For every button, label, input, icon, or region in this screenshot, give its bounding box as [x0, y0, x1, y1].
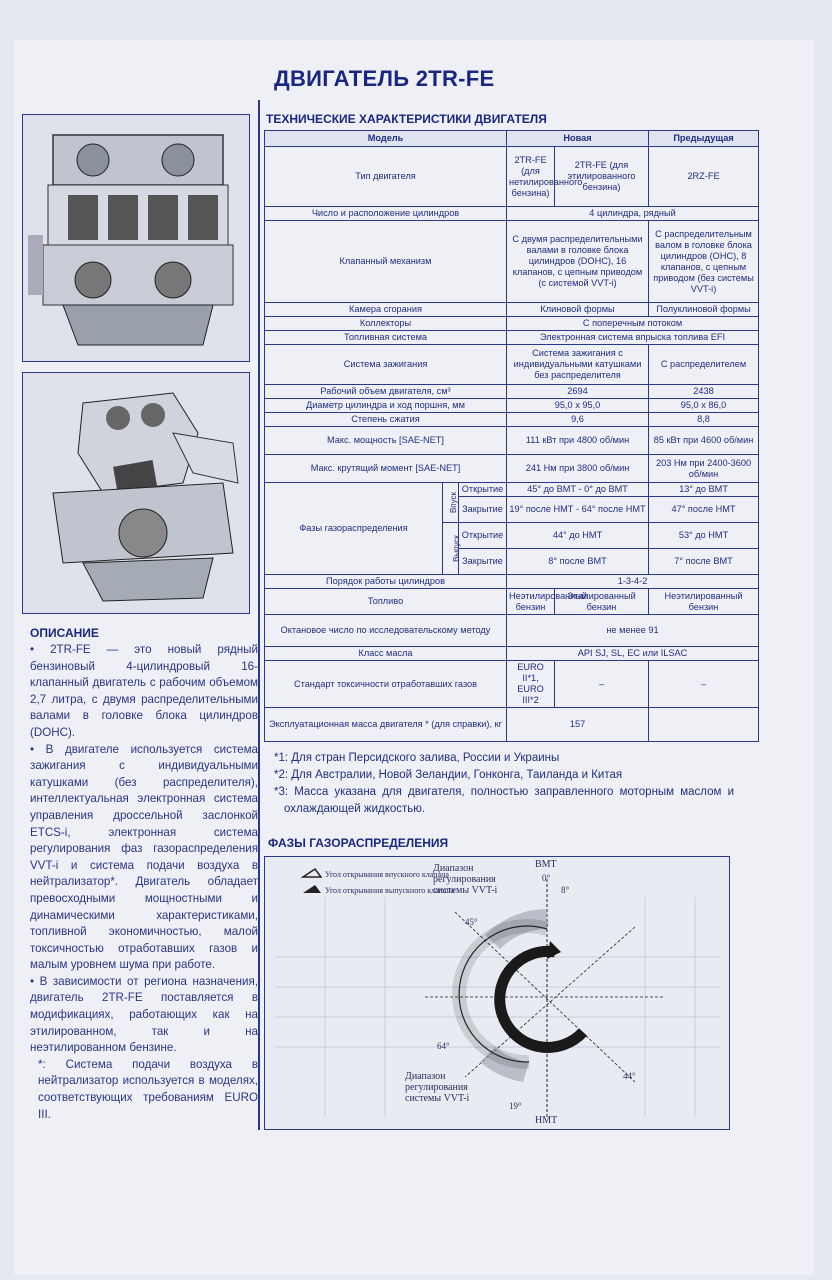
bdc-label: НМТ	[535, 1115, 558, 1126]
row-label: Стандарт токсичности отработавших газов	[265, 661, 507, 708]
header-prev: Предыдущая	[649, 131, 759, 147]
table-row	[265, 483, 759, 497]
legend-intake-text: Угол открывания впускного клапана	[325, 870, 449, 879]
header-model: Модель	[265, 131, 507, 147]
footnotes	[274, 750, 734, 818]
intake-legend-icon	[303, 869, 321, 877]
exhaust-arc	[500, 951, 583, 1047]
cell: 53° до НМТ	[649, 523, 759, 549]
cell: 8,8	[649, 413, 759, 427]
row-label: Макс. крутящий момент [SAE-NET]	[265, 455, 507, 483]
cell: 2RZ-FE	[649, 147, 759, 207]
row-label: Камера сгорания	[265, 303, 507, 317]
table-row	[265, 385, 759, 399]
row-label: Топливная система	[265, 331, 507, 345]
cell: 44° до НМТ	[507, 523, 649, 549]
row-label: Рабочий объем двигателя, см³	[265, 385, 507, 399]
cell: 2438	[649, 385, 759, 399]
cell: 111 кВт при 4800 об/мин	[507, 427, 649, 455]
cell: 2TR-FE (для этилированного бензина)	[555, 147, 649, 207]
table-row	[265, 647, 759, 661]
angle-0: 0°	[542, 873, 551, 883]
cell: не менее 91	[507, 615, 759, 647]
cell: Электронная система впрыска топлива EFI	[507, 331, 759, 345]
row-label: Клапанный механизм	[265, 221, 507, 303]
table-row	[265, 413, 759, 427]
angle-44: 44°	[623, 1071, 636, 1081]
cell: 85 кВт при 4600 об/мин	[649, 427, 759, 455]
cell: EURO II*1, EURO III*2	[507, 661, 555, 708]
table-row	[265, 207, 759, 221]
cell: 47° после НМТ	[649, 497, 759, 523]
table-row	[265, 589, 759, 615]
table-row	[265, 303, 759, 317]
exhaust-label: Выпуск	[451, 535, 461, 562]
row-label: Число и расположение цилиндров	[265, 207, 507, 221]
row-label: Тип двигателя	[265, 147, 507, 207]
row-label: Фазы газораспределения	[265, 483, 443, 575]
legend	[303, 869, 321, 893]
cell: Этилированный бензин	[555, 589, 649, 615]
vvt-range-bottom-label-box	[405, 1071, 497, 1115]
angle-19: 19°	[509, 1101, 522, 1111]
description-text	[30, 642, 258, 1123]
row-label: Октановое число по исследовательскому методу	[265, 615, 507, 647]
valve-timing-diagram	[264, 856, 730, 1130]
table-row	[265, 399, 759, 413]
row-label: Топливо	[265, 589, 507, 615]
cell: С распределительным валом в головке блока цилиндров (OHC), 8 клапанов, с цепным приводом (без системы VVT-i)	[649, 221, 759, 303]
cell: 13° до ВМТ	[649, 483, 759, 497]
cell: С распределителем	[649, 345, 759, 385]
table-row	[265, 147, 759, 207]
footnote: *2: Для Австралии, Новой Зеландии, Гонконга, Таиланда и Китая	[274, 769, 623, 781]
exhaust-legend-icon	[303, 885, 321, 893]
table-row	[265, 575, 759, 589]
engine-cutaway-illustration	[22, 114, 250, 362]
cell: 2TR-FE (для нетилированного бензина)	[507, 147, 555, 207]
description-paragraph: • В зависимости от региона назначения, двигатель 2TR-FE поставляется в модификациях, работающих как на этилированном, так и на неэтилированном бензине.	[30, 974, 258, 1055]
row-label: Степень сжатия	[265, 413, 507, 427]
cell: Закрытие	[459, 549, 507, 575]
table-row	[265, 345, 759, 385]
description-heading: ОПИСАНИЕ	[30, 626, 99, 640]
spec-heading: ТЕХНИЧЕСКИЕ ХАРАКТЕРИСТИКИ ДВИГАТЕЛЯ	[266, 112, 547, 126]
cell: С двумя распределительными валами в головке блока цилиндров (DOHC), 16 клапанов, с цепным приводом (с системой VVT-i)	[507, 221, 649, 303]
cell: 203 Нм при 2400-3600 об/мин	[649, 455, 759, 483]
table-row	[265, 661, 759, 708]
angle-45: 45°	[465, 917, 478, 927]
cell: 1-3-4-2	[507, 575, 759, 589]
cell-intake	[443, 483, 459, 523]
cell: С поперечным потоком	[507, 317, 759, 331]
row-label: Коллекторы	[265, 317, 507, 331]
cell: 95,0 x 95,0	[507, 399, 649, 413]
cell: 95,0 x 86,0	[649, 399, 759, 413]
intake-label: Впуск	[449, 491, 459, 514]
cell: Клиновой формы	[507, 303, 649, 317]
cell: 241 Нм при 3800 об/мин	[507, 455, 649, 483]
table-row	[265, 427, 759, 455]
cell: 8° после ВМТ	[507, 549, 649, 575]
cell: Открытие	[459, 523, 507, 549]
row-label: Диаметр цилиндра и ход поршня, мм	[265, 399, 507, 413]
footnote: *3: Масса указана для двигателя, полностью заправленного моторным маслом и охлаждающей жидкостью.	[274, 786, 734, 815]
description-footnote: *: Система подачи воздуха в нейтрализатор используется в моделях, соответствующих требованиям EURO III.	[38, 1057, 258, 1121]
cell: –	[649, 661, 759, 708]
cell: 2694	[507, 385, 649, 399]
cell: –	[555, 661, 649, 708]
cell: Неэтилированный бензин	[649, 589, 759, 615]
tdc-label: ВМТ	[535, 859, 557, 870]
vvt-range-bottom-label: Диапазон регулирования системы VVT-i	[405, 1071, 470, 1104]
vvt-range-top-label: Диапазон регулирования системы VVT-i	[433, 863, 498, 896]
cell: 19° после НМТ - 64° после НМТ	[507, 497, 649, 523]
engine-section-illustration	[22, 372, 250, 614]
cell: 45° до ВМТ - 0° до ВМТ	[507, 483, 649, 497]
column-divider	[258, 100, 260, 1130]
cell: 9,6	[507, 413, 649, 427]
engine-spec-table	[264, 130, 759, 742]
cell: Закрытие	[459, 497, 507, 523]
cell: Система зажигания с индивидуальными катушками без распределителя	[507, 345, 649, 385]
cell: Открытие	[459, 483, 507, 497]
table-row	[265, 615, 759, 647]
cell: Полуклиновой формы	[649, 303, 759, 317]
table-row	[265, 221, 759, 303]
description-paragraph: • В двигателе используется система зажигания с индивидуальными катушками (без распределителя), интеллектуальная электронная система управления дроссельной заслонкой ETCS-i, электронная система регулирования фаз газораспределения VVT-i и система подачи воздуха в нейтрализатор*. Двигатель обладает превосходными мощностными и динамическими характеристиками, топливной экономичностью, малой токсичностью отработавших газов и малым уровнем шума при работе.	[30, 742, 258, 972]
cell: Неэтилированный бензин	[507, 589, 555, 615]
page-title: ДВИГАТЕЛЬ 2TR-FE	[274, 66, 495, 91]
cell: API SJ, SL, EC или ILSAC	[507, 647, 759, 661]
table-row	[265, 131, 759, 147]
cell: 7° после ВМТ	[649, 549, 759, 575]
row-label: Система зажигания	[265, 345, 507, 385]
angle-8: 8°	[561, 885, 570, 895]
table-row	[265, 708, 759, 742]
vvt-range-top-label-box	[433, 863, 525, 907]
header-new: Новая	[507, 131, 649, 147]
footnote: *1: Для стран Персидского залива, России и Украины	[274, 752, 560, 764]
description-paragraph: • 2TR-FE — это новый рядный бензиновый 4-цилиндровый 16-клапанный двигатель с рабочим объемом 2,7 литра, с двумя распределительными валами в головке блока цилиндров (DOHC).	[30, 643, 258, 739]
row-label: Эксплуатационная масса двигателя * (для справки), кг	[265, 708, 507, 742]
row-label: Класс масла	[265, 647, 507, 661]
cell: 4 цилиндра, рядный	[507, 207, 759, 221]
table-row	[265, 455, 759, 483]
table-row	[265, 331, 759, 345]
timing-heading: ФАЗЫ ГАЗОРАСПРЕДЕЛЕНИЯ	[268, 836, 449, 850]
table-row	[265, 317, 759, 331]
row-label: Порядок работы цилиндров	[265, 575, 507, 589]
cell: 157	[507, 708, 649, 742]
legend-exhaust-text: Угол открывания выпускного клапана	[325, 886, 455, 895]
cell-exhaust	[443, 523, 459, 575]
row-label: Макс. мощность [SAE-NET]	[265, 427, 507, 455]
angle-64: 64°	[437, 1041, 450, 1051]
cell	[649, 708, 759, 742]
